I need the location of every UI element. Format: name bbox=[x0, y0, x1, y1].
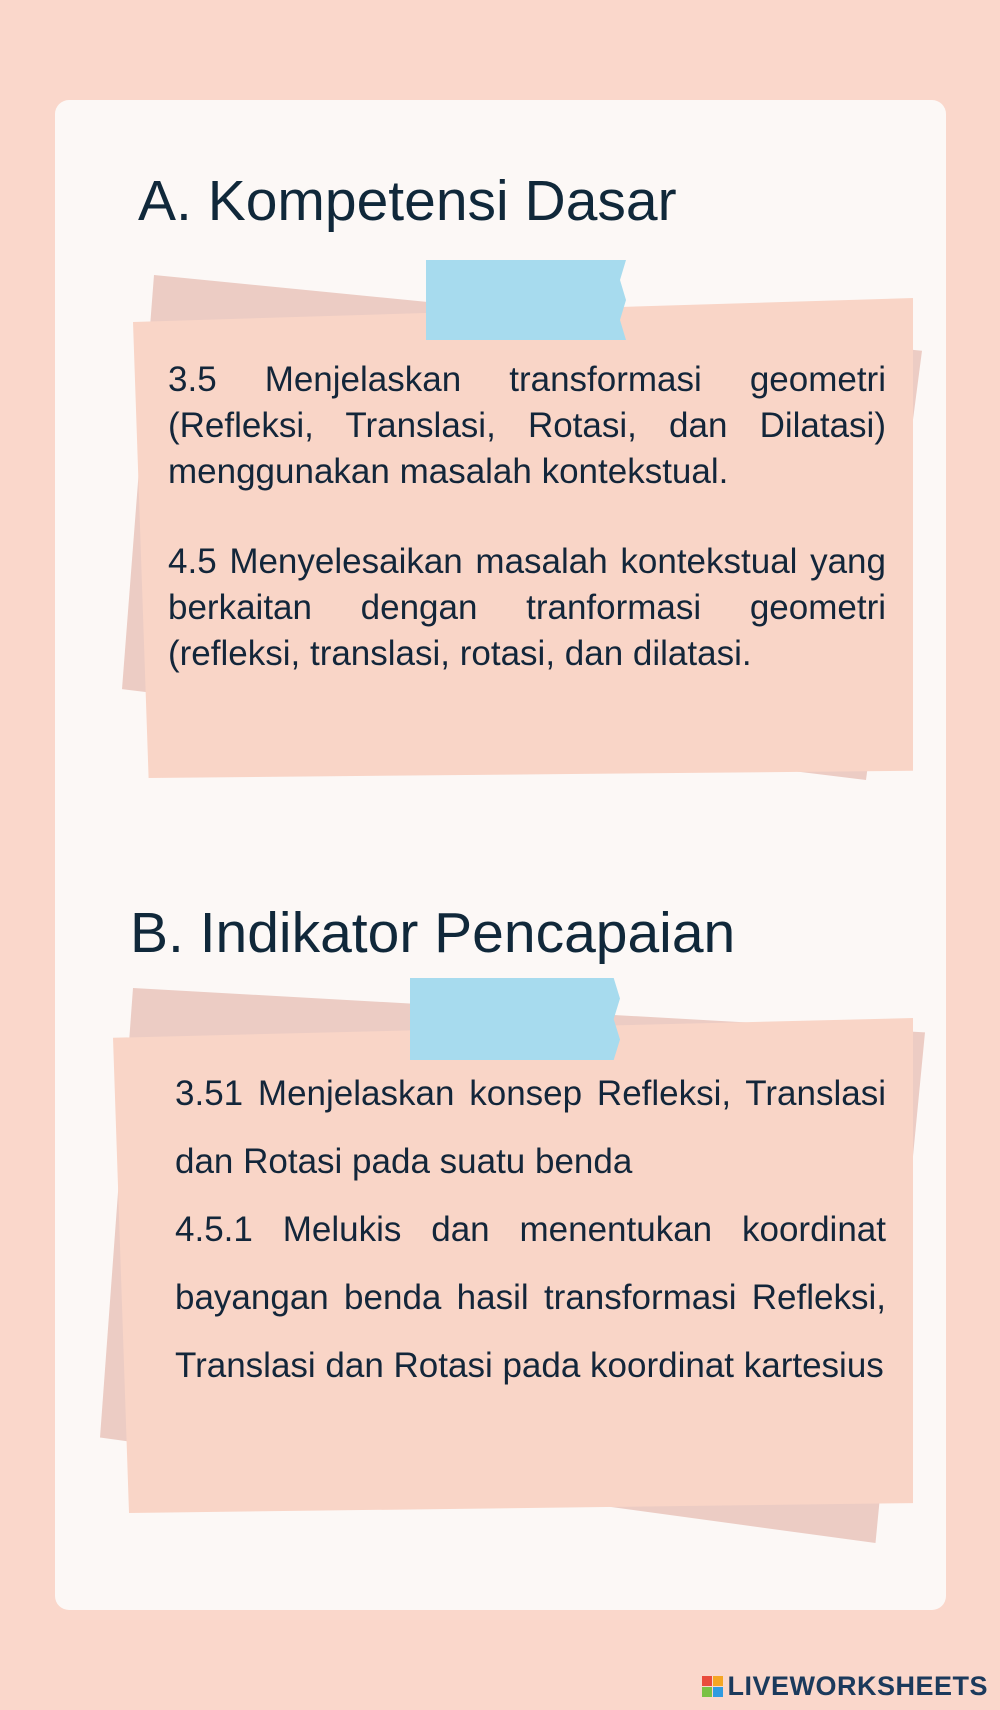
tape-b bbox=[410, 978, 620, 1060]
kompetensi-item-4-5: 4.5 Menyelesaikan masalah kontekstual yang berkaitan dengan tranformasi geometri (refleksi, translasi, rotasi, dan dilatasi. bbox=[168, 542, 886, 673]
kompetensi-item-3-5: 3.5 Menjelaskan transformasi geometri (Refleksi, Translasi, Rotasi, dan Dilatasi) menggunakan masalah kontekstual. bbox=[168, 360, 886, 491]
liveworksheets-logo-icon bbox=[702, 1676, 723, 1697]
heading-kompetensi-dasar: A. Kompetensi Dasar bbox=[138, 169, 677, 233]
indikator-pencapaian-text bbox=[175, 1060, 886, 1400]
liveworksheets-watermark bbox=[702, 1671, 988, 1702]
tape-a bbox=[426, 260, 626, 340]
heading-indikator-pencapaian: B. Indikator Pencapaian bbox=[130, 901, 736, 965]
kompetensi-dasar-text bbox=[168, 357, 886, 677]
watermark-text: LIVEWORKSHEETS bbox=[727, 1671, 988, 1701]
indikator-item-4-5-1: 4.5.1 Melukis dan menentukan koordinat bayangan benda hasil transformasi Refleksi, Translasi dan Rotasi pada koordinat kartesius bbox=[175, 1210, 886, 1385]
indikator-item-3-5-1: 3.51 Menjelaskan konsep Refleksi, Translasi dan Rotasi pada suatu benda bbox=[175, 1074, 886, 1181]
